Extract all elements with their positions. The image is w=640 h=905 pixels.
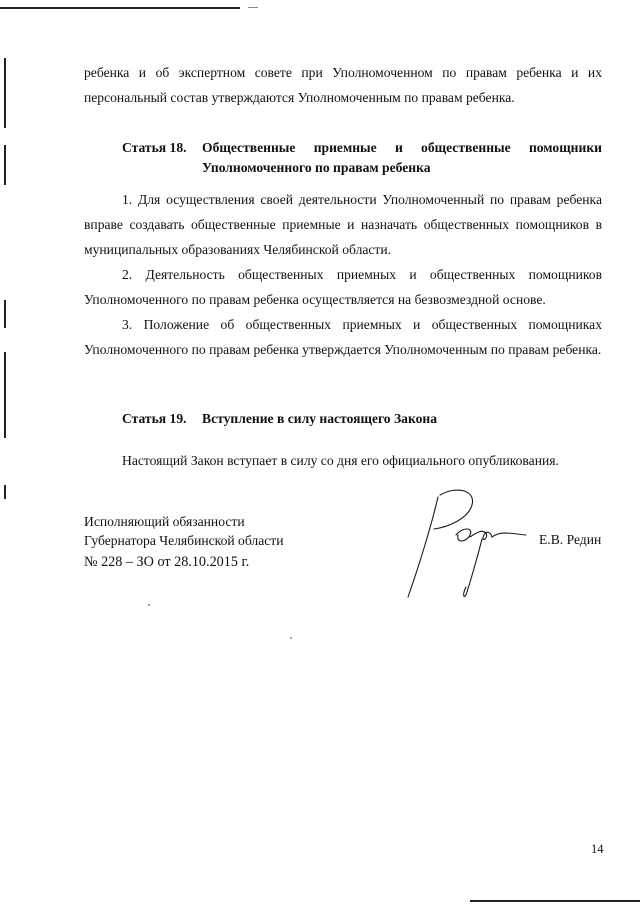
article-18-number: Статья 18. [122,140,187,155]
scan-left-mark [4,145,6,185]
continuation-paragraph [84,60,602,110]
article-18-paragraph-3: 3. Положение об общественных приемных и общественных помощниках Уполномоченного по правам ребенка утверждается Уполномоченным по правам ребенка. [84,317,602,357]
scan-top-line-short [248,7,258,8]
article-19-paragraph-1: Настоящий Закон вступает в силу со дня его официального опубликования. [122,453,559,468]
signatory-position [84,512,284,550]
scan-dot [290,637,292,639]
law-reference: № 228 – ЗО от 28.10.2015 г. [84,554,250,570]
article-18-title-line2: Уполномоченного по правам ребенка [202,160,431,175]
article-19-number: Статья 19. [122,411,187,426]
scan-left-mark [4,485,6,499]
scan-dot [148,604,150,606]
scan-left-mark [4,58,6,128]
scan-bottom-line [470,900,640,902]
article-19-title: Вступление в силу настоящего Закона [202,411,438,426]
signatory-name: Е.В. Редин [539,532,602,547]
article-18-heading [122,138,602,178]
signatory-position-line2: Губернатора Челябинской области [84,533,284,548]
signatory-position-line1: Исполняющий обязанности [84,514,245,529]
page-number: 14 [591,842,604,856]
handwritten-signature [390,483,540,601]
scan-left-mark [4,352,6,438]
article-18-paragraph-1: 1. Для осуществления своей деятельности Уполномоченный по правам ребенка вправе создавать общественные приемные и назначать общественных помощников в муниципальных образованиях Челябинской области. [84,192,602,257]
scan-top-line [0,7,240,9]
article-18-title-line1: Общественные приемные и общественные помощники [202,140,602,155]
scan-left-mark [4,300,6,328]
continuation-text: ребенка и об экспертном совете при Уполномоченном по правам ребенка и их персональный состав утверждаются Уполномоченным по правам ребенка. [84,65,602,105]
article-19-heading [122,409,602,429]
article-18-paragraph-2: 2. Деятельность общественных приемных и общественных помощников Уполномоченного по правам ребенка осуществляется на безвозмездной основе. [84,267,602,307]
